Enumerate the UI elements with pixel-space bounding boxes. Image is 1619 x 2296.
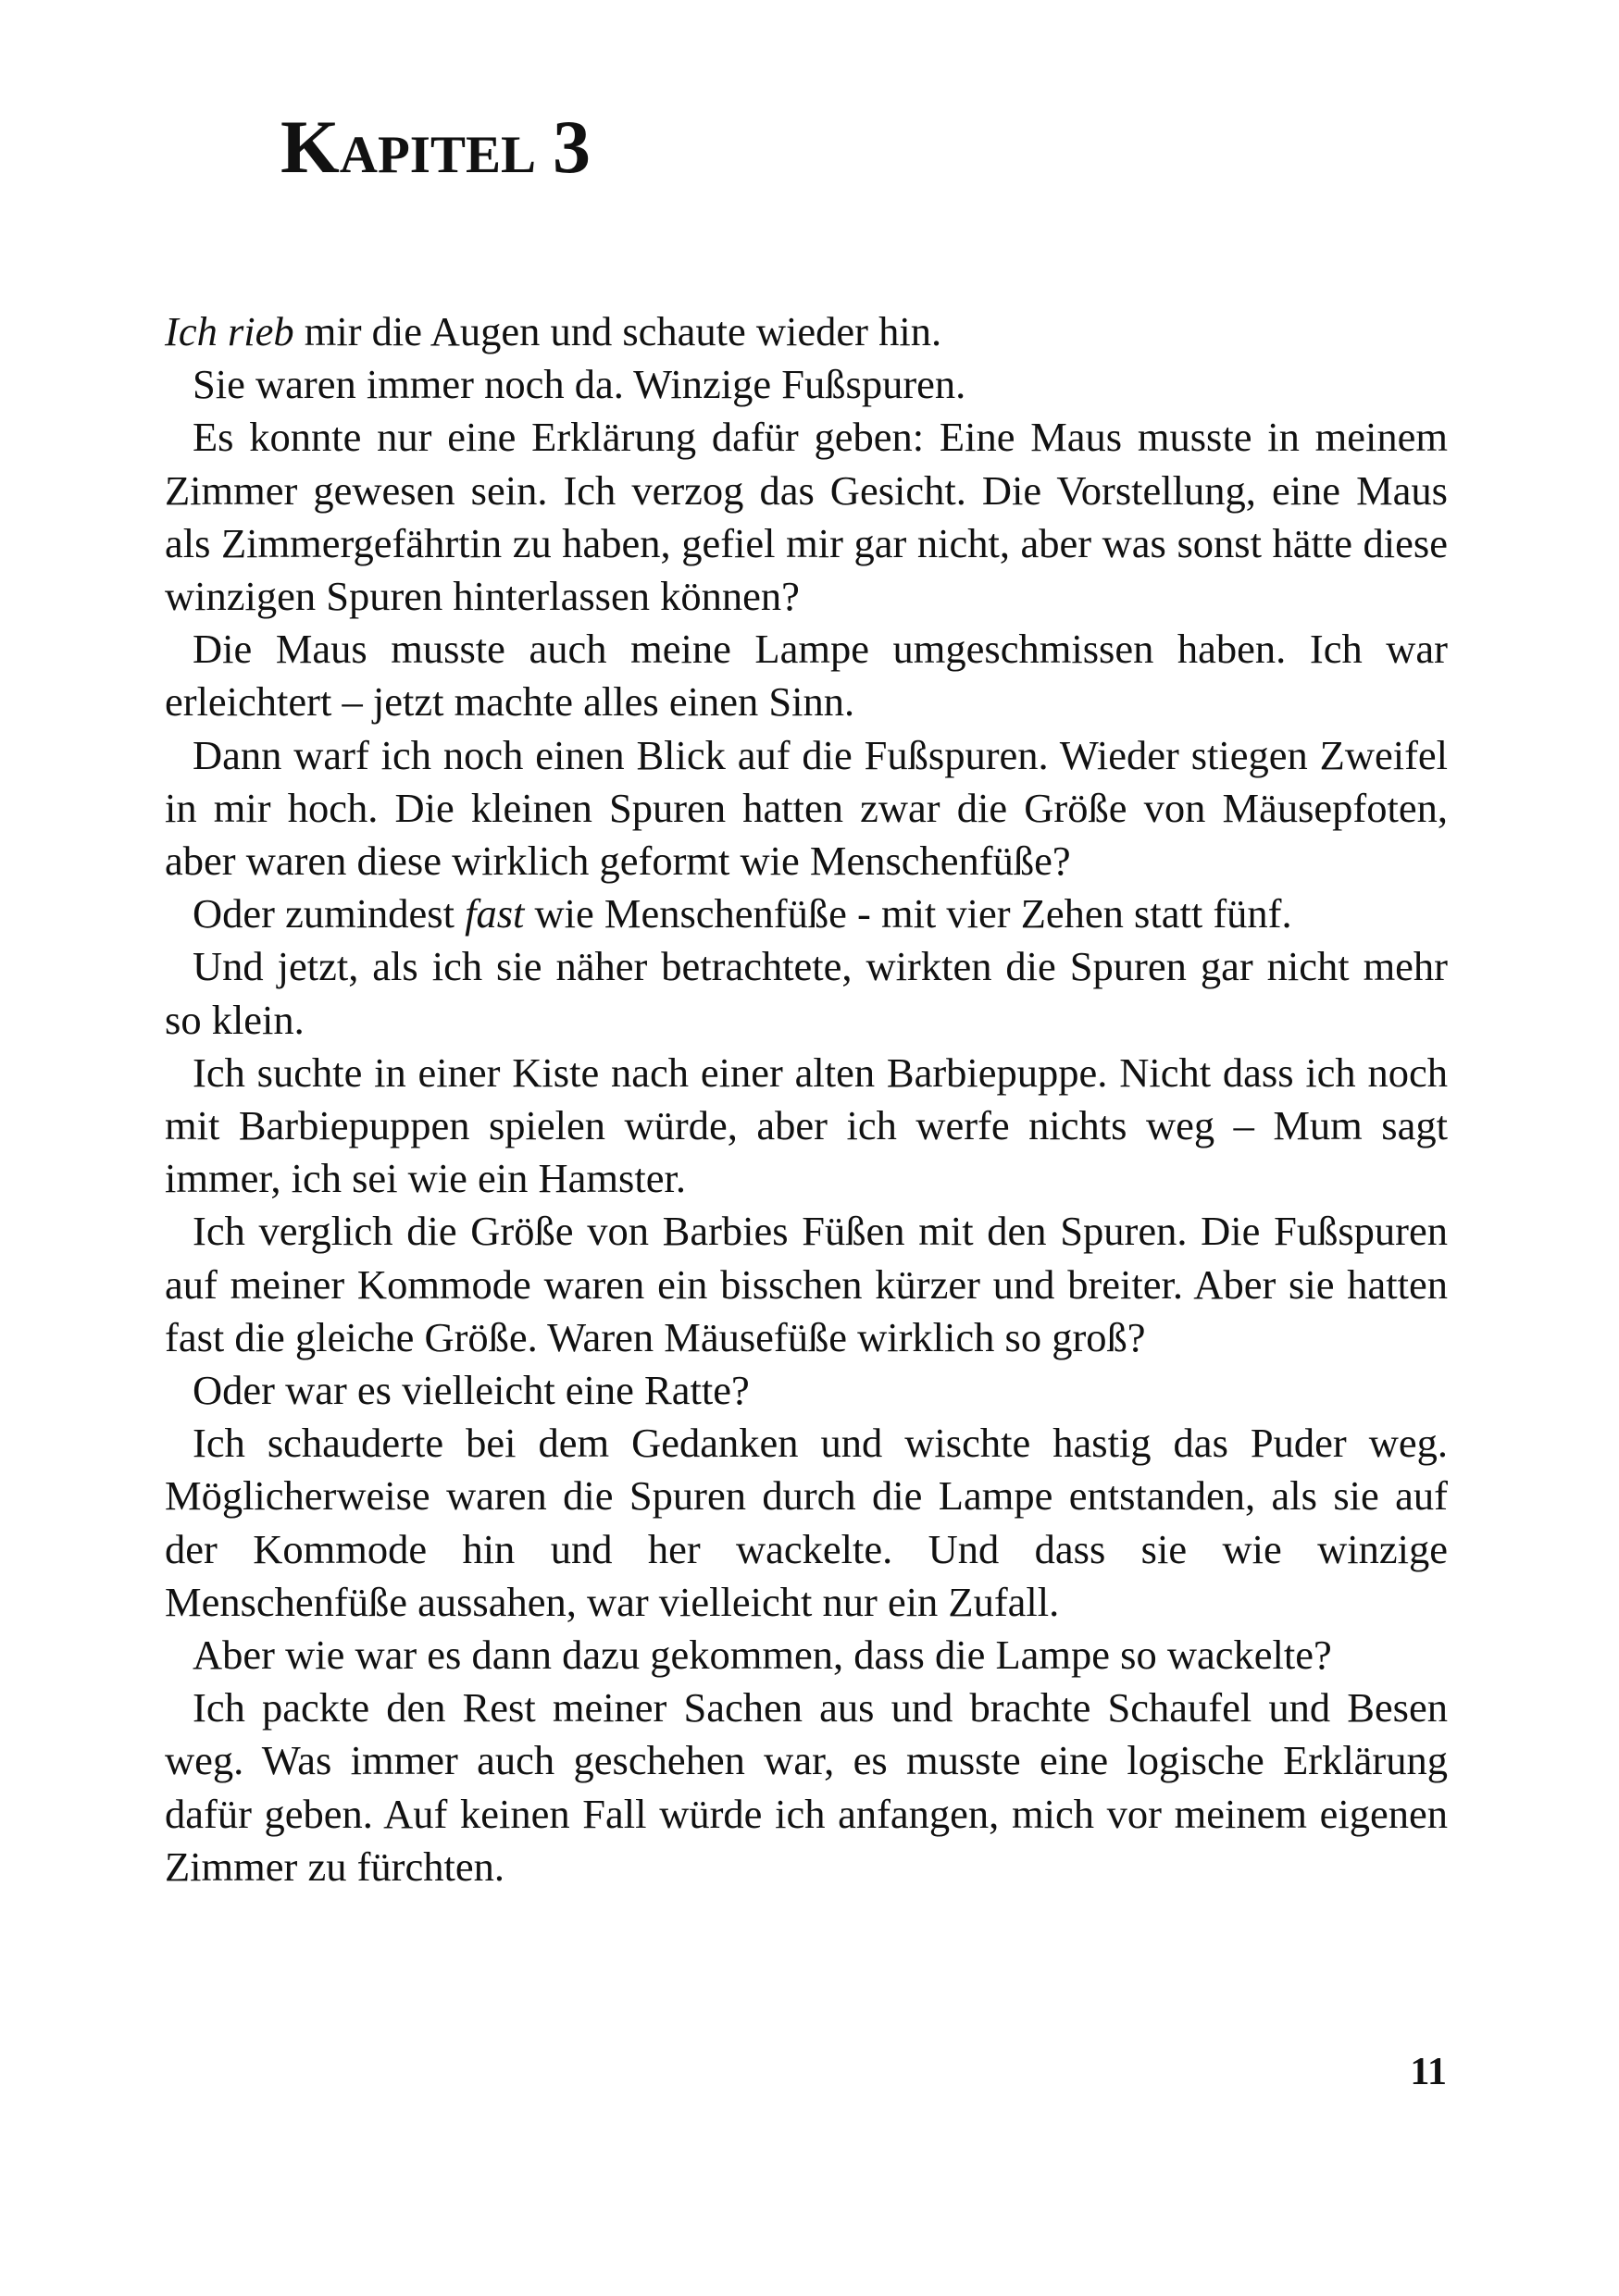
paragraph: Oder war es vielleicht eine Ratte? [193, 1367, 750, 1414]
paragraph-text: wie Menschenfüße - mit vier Zehen statt fünf. [524, 890, 1292, 937]
paragraph-italic-lead: Ich rieb [165, 308, 294, 354]
paragraph: Ich schauderte bei dem Gedanken und wischte hastig das Puder weg. Möglicherweise waren die Spuren durch die Lampe entstanden, als sie auf der Kommode hin und her wackelte. Und dass sie wie winzige Menschenfüße aussahen, war vielleicht nur ein Zufall. [165, 1420, 1448, 1625]
paragraph [165, 305, 1448, 358]
paragraph: Die Maus musste auch meine Lampe umgeschmissen haben. Ich war erleichtert – jetzt machte alles einen Sinn. [165, 626, 1448, 726]
paragraph [165, 887, 1448, 940]
chapter-body [165, 305, 1448, 1893]
paragraph: Es konnte nur eine Erklärung dafür geben: Eine Maus musste in meinem Zimmer gewesen sein. Ich verzog das Gesicht. Die Vorstellung, eine Maus als Zimmergefährtin zu haben, gefiel mir gar nicht, aber was sonst hätte diese winzigen Spuren hinterlassen können? [165, 414, 1448, 620]
chapter-label: Kapitel [280, 105, 537, 189]
paragraph-italic-word: fast [465, 890, 525, 937]
paragraph: Aber wie war es dann dazu gekommen, dass die Lampe so wackelte? [193, 1632, 1332, 1679]
paragraph: Ich verglich die Größe von Barbies Füßen mit den Spuren. Die Fußspuren auf meiner Kommode waren ein bisschen kürzer und breiter. Aber sie hatten fast die gleiche Größe. Waren Mäusefüße wirklich so groß? [165, 1208, 1448, 1360]
paragraph: Und jetzt, als ich sie näher betrachtete, wirkten die Spuren gar nicht mehr so klein. [165, 943, 1448, 1043]
page-number: 11 [1410, 2051, 1447, 2093]
paragraph: Dann warf ich noch einen Blick auf die Fußspuren. Wieder stiegen Zweifel in mir hoch. Die kleinen Spuren hatten zwar die Größe von Mäusepfoten, aber waren diese wirklich geformt wie Menschenfüße? [165, 731, 1448, 885]
paragraph-text: Oder zumindest [193, 890, 466, 937]
chapter-title [280, 105, 592, 189]
paragraph: Ich suchte in einer Kiste nach einer alten Barbiepuppe. Nicht dass ich noch mit Barbiepuppen spielen würde, aber ich werfe nichts weg – Mum sagt immer, ich sei wie ein Hamster. [165, 1049, 1448, 1202]
paragraph-text: mir die Augen und schaute wieder hin. [293, 308, 942, 354]
paragraph: Ich packte den Rest meiner Sachen aus und brachte Schaufel und Besen weg. Was immer auch geschehen war, es musste eine logische Erklärung dafür geben. Auf keinen Fall würde ich anfangen, mich vor meinem eigenen Zimmer zu fürchten. [165, 1684, 1448, 1890]
paragraph: Sie waren immer noch da. Winzige Fußspuren. [193, 361, 966, 408]
chapter-number: 3 [553, 105, 592, 189]
